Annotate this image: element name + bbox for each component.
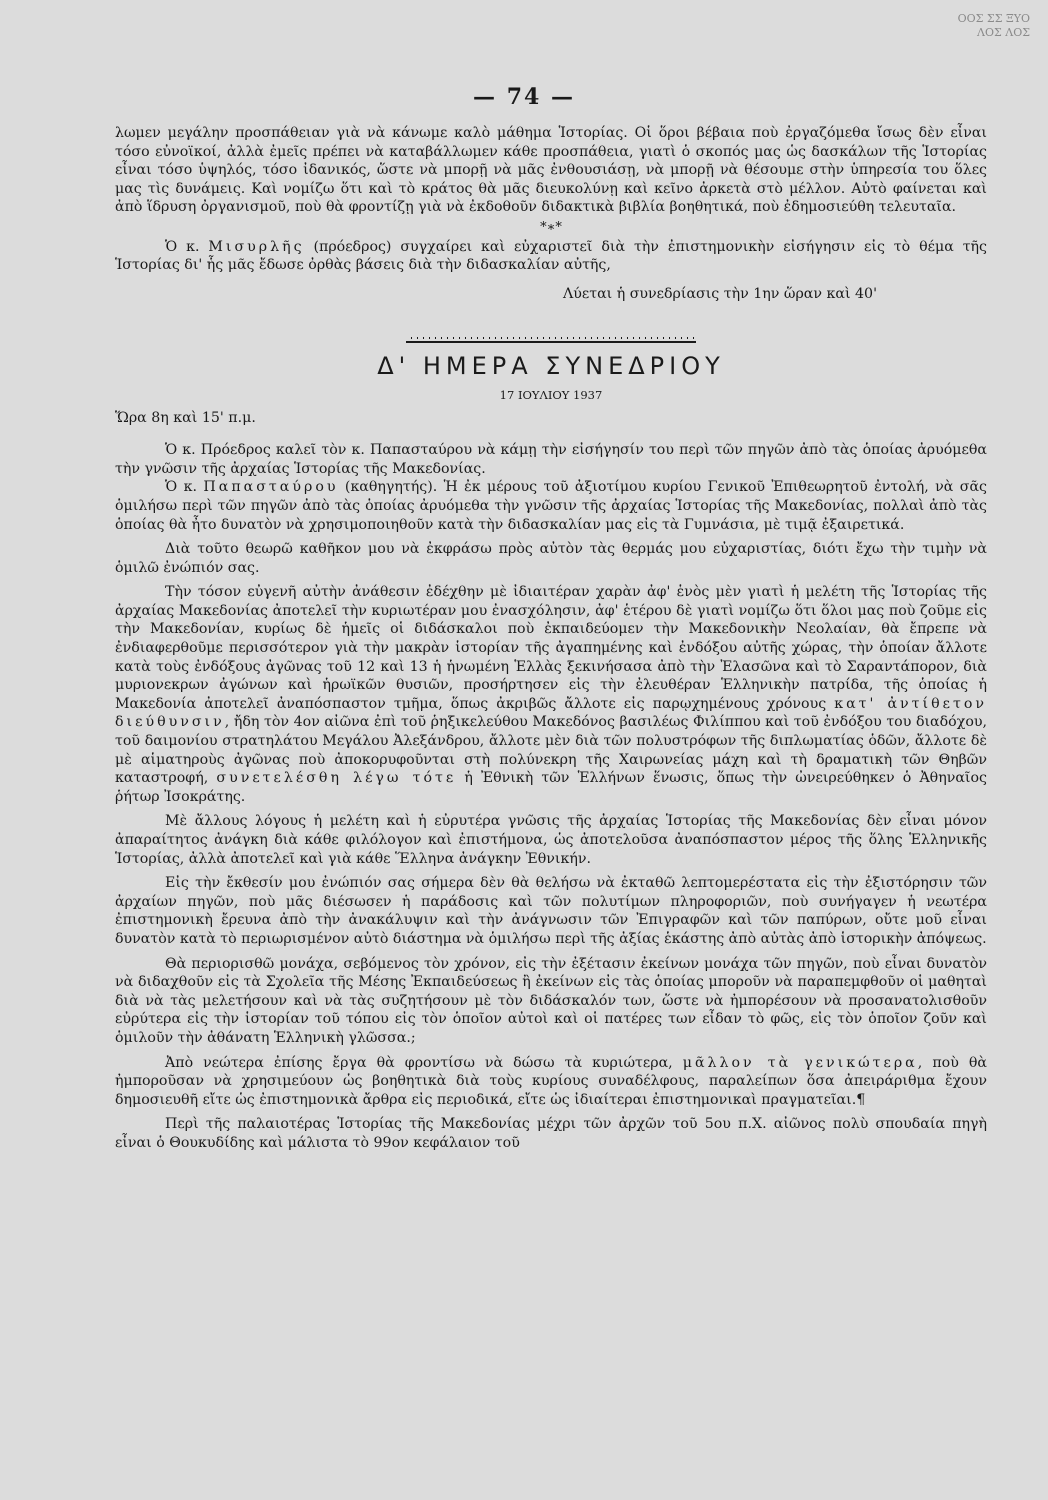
speaker-paragraph: [115, 478, 987, 534]
president-remarks: [115, 238, 987, 275]
paragraph-sources: Θὰ περιορισθῶ μονάχα, σεβόμενος τὸν χρόνον, εἰς τὴν ἐξέτασιν ἐκείνων μονάχα τῶν πηγῶν, ποὺ εἶναι δυνατὸν νὰ διδαχθοῦν εἰς τὰ Σχολεῖα τῆς Μέσης Ἐκπαιδεύσεως ἢ ἐκείνων εἰς τὰς ὁποίας μποροῦν νὰ παραπεμφθοῦν οἱ μαθηταὶ διὰ νὰ τὰς μελετήσουν καὶ νὰ τὰς συζητήσουν μὲ τὸν διδάσκαλόν των, ὥστε νὰ ἠμπορέσουν νὰ προσανατολισθοῦν εὐρύτερα εἰς τὴν ἱστορίαν τοῦ τόπου εἰς τὸν ὁποῖον αὐτοὶ καὶ οἱ πατέρες των εἶδαν τὸ φῶς, εἰς τὸν ὁποῖον ζοῦν καὶ ὁμιλοῦν τὴν ἀθάνατη Ἑλληνικὴ γλῶσσα.;: [115, 955, 987, 1046]
president-name: Μισυρλῆς: [208, 238, 305, 255]
paragraph-modern-works-spaced: μᾶλλον τὰ γενικώτερα: [682, 1054, 918, 1071]
section-date: 17 ΙΟΥΛΙΟΥ 1937: [499, 387, 603, 402]
corner-note-line-1: ΟΟΣ ΣΣ ΞΥΟ: [957, 12, 1030, 25]
wavy-divider: [406, 329, 696, 343]
speaker-name: Παπασταύρου: [203, 479, 339, 496]
paragraph-importance: Μὲ ἄλλους λόγους ἡ μελέτη καὶ ἡ εὐρυτέρα γνῶσις τῆς ἀρχαίας Ἱστορίας τῆς Μακεδονίας δὲν εἶναι μόνον ἀπαραίτητος ἀνάγκη διὰ κάθε φιλόλογον καὶ ἐπιστήμονα, ὡς ἀποτελοῦσα ἀναπόσπαστον μέρος τῆς ὅλης Ἑλληνικῆς Ἱστορίας, ἀλλὰ ἀποτελεῖ καὶ γιὰ κάθε Ἕλληνα ἀνάγκην Ἐθνικήν.: [115, 813, 987, 867]
paragraph-modern-works: [115, 1054, 987, 1110]
section-separator-stars: *∗*: [540, 219, 562, 235]
corner-pencil-note: [958, 12, 1030, 40]
page-number: — 74 —: [473, 84, 575, 110]
section-title: Δ' ΗΜΕΡΑ ΣΥΝΕΔΡΙΟΥ: [377, 352, 725, 381]
paragraph-assignment-part-1: Τὴν τόσον εὐγενῆ αὐτὴν ἀνάθεσιν ἐδέχθην μὲ ἰδιαιτέραν χαρὰν ἀφ' ἑνὸς μὲν γιατὶ ἡ μελέτη τῆς Ἱστορίας τῆς ἀρχαίας Μακεδονίας ἀποτελεῖ τὴν κυριωτέραν μου ἐνασχόλησιν, ἀφ' ἑτέρου δὲ γιατὶ νομίζω ὅτι ὅλοι μας ποὺ ζοῦμε εἰς τὴν Μακεδονίαν, κυρίως δὲ ἡμεῖς οἱ διδάσκαλοι ποὺ ἐκπαιδεύομεν τὴν Μακεδονικὴν Νεολαίαν, θὰ ἔπρεπε νὰ ἐνδιαφερθοῦμε περισσότερον γιὰ τὴν μακρὰν ἱστορίαν τῆς ἀγαπημένης καὶ ἐνδόξου αὐτῆς χώρας, τὴν ὁποίαν ἄλλοτε κατὰ τοὺς ἐνδόξους ἀγῶνας τοῦ 12 καὶ 13 ἡ ἡνωμένη Ἑλλὰς ξεκινήσασα ἀπὸ τὴν Ἐλασῶνα καὶ τὸ Σαραντάπορον, διὰ μυριονεκρων ἀγώνων καὶ ἡρωϊκῶν θυσιῶν, προσήρτησεν εἰς τὴν ἐλευθέραν Ἑλληνικὴν πατρίδα, τῆς ὁποίας ἡ Μακεδονία ἀποτελεῖ ἀναπόσπαστον τμῆμα, ὅπως ἀκριβῶς ἄλλοτε εἰς παρῳχημένους χρόνους: [115, 584, 987, 712]
speaker-text: Ἡ ἐκ μέρους τοῦ ἀξιοτίμου κυρίου Γενικοῦ Ἐπιθεωρητοῦ ἐντολή, νὰ σᾶς ὁμιλήσω περὶ τῶν πηγῶν ἀπὸ τὰς ὁποίας ἀρυόμεθα τὴν γνῶσιν τῆς ἀρχαίας Ἱστορίας τῆς Μακεδονίας, πολλαὶ ἀπὸ τὰς ὁποίας θὰ ἦτο δυνατὸν νὰ χρησιμοποιηθοῦν κατὰ τὴν διδασκαλίαν μας εἰς τὰ Γυμνάσια, μὲ τιμᾷ ἐξαιρετικά.: [115, 479, 987, 533]
paragraph-scope: Εἰς τὴν ἔκθεσίν μου ἐνώπιόν σας σήμερα δὲν θὰ θελήσω νὰ ἐκταθῶ λεπτομερέστατα εἰς τὴν ἐξιστόρησιν τῶν ἀρχαίων πηγῶν, ποὺ μᾶς διέσωσεν ἡ παράδοσις καὶ τῶν πολυτίμων πληροφοριῶν, ποὺ συνήγαγεν ἡ νεωτέρα ἐπιστημονικὴ ἔρευνα ἀπὸ τὴν ἀνακάλυψιν καὶ τὴν ἀνάγνωσιν τῶν Ἐπιγραφῶν καὶ τῶν παπύρων, οὔτε μοῦ εἶναι δυνατὸν κατὰ τὸ περιωρισμένον αὐτὸ διάστημα νὰ ὁμιλήσω περὶ τῆς ἀξίας ἑκάστης ἀπὸ αὐτὰς ἀπὸ ἱστορικὴν ἀπόψεως.: [115, 875, 987, 947]
speaker-role: (καθηγητής).: [338, 479, 444, 496]
paragraph-assignment-spaced-2: συνετελέσθη λέγω τότε: [216, 770, 457, 787]
paragraph-assignment-part-2: , ἤδη τὸν 4ον αἰῶνα ἐπὶ τοῦ ῥηξικελεύθου Μακεδόνος βασιλέως Φιλίππου καὶ τοῦ ἐνδόξου του διαδόχου, τοῦ δαιμονίου στρατηλάτου Μεγάλου Ἀλεξάνδρου, ἄλλοτε μὲν διὰ τῶν πολυστρόφων τῆς διπλωματίας ὁδῶν, ἄλλοτε δὲ μὲ αἱματηροὺς ἀγῶνας ποὺ ἀποκορυφοῦνται στὴ πολύνεκρη τῆς Χαιρωνείας μάχη καὶ τὴ δραματικὴ τῶν Θηβῶν καταστροφή,: [115, 714, 987, 787]
intro-paragraph: λωμεν μεγάλην προσπάθειαν γιὰ νὰ κάνωμε καλὸ μάθημα Ἱστορίας. Οἱ ὅροι βέβαια ποὺ ἐργαζόμεθα ἴσως δὲν εἶναι τόσο εὐνοϊκοί, ἀλλὰ ἐμεῖς πρέπει νὰ καταβάλλωμεν κάθε προσπάθεια, γιατὶ ὁ σκοπός μας ὡς δασκάλων τῆς Ἱστορίας εἶναι τόσο ὑψηλός, τόσο ἰδανικός, ὥστε νὰ μπορῇ νὰ μᾶς ἐνθουσιάσῃ, νὰ μπορῇ νὰ θέσουμε στὴν ὑπηρεσία του ὅλες μας τὶς δυνάμεις. Καὶ νομίζω ὅτι καὶ τὸ κράτος θὰ μᾶς διευκολύνῃ καὶ κεῖνο ἀρκετὰ στὸ μέλλον. Αὐτὸ φαίνεται καὶ ἀπὸ ἵδρυση ὀργανισμοῦ, ποὺ θὰ φροντίζῃ γιὰ νὰ ἐκδοθοῦν διδακτικὰ βιβλία βοηθητικά, ποὺ ἐδημοσιεύθη τελευταῖα.: [115, 125, 987, 216]
paragraph-assignment: [115, 583, 987, 806]
session-closing: Λύεται ἡ συνεδρίασις τὴν 1ην ὥραν καὶ 40': [563, 285, 877, 302]
corner-note-line-2: ΛΟΣ ΛΟΣ: [977, 26, 1030, 39]
paragraph-modern-works-part-1: Ἀπὸ νεώτερα ἐπίσης ἔργα θὰ φροντίσω νὰ δώσω τὰ κυριώτερα,: [165, 1054, 683, 1071]
section-time: Ὥρα 8η καὶ 15' π.μ.: [115, 409, 256, 426]
president-text: (πρόεδρος) συγχαίρει καὶ εὐχαριστεῖ διὰ τὴν ἐπιστημονικὴν εἰσήγησιν εἰς τὸ θέμα τῆς Ἱστορίας δι' ἧς μᾶς ἔδωσε ὀρθὰς βάσεις διὰ τὴν διδασκαλίαν αὐτῆς,: [115, 238, 987, 274]
document-body: [115, 124, 987, 1153]
paragraph-assignment-spaced-1: κατ' ἀντίθετον διεύθυνσιν: [115, 695, 988, 731]
president-prefix: Ὁ κ.: [165, 238, 209, 255]
paragraph-thanks: Διὰ τοῦτο θεωρῶ καθῆκον μου νὰ ἐκφράσω πρὸς αὐτὸν τὰς θερμάς μου εὐχαριστίας, διότι ἔχω τὴν τιμὴν νὰ ὁμιλῶ ἐνώπιόν σας.: [115, 541, 987, 576]
paragraph-modern-works-part-2: , ποὺ θὰ ἠμποροῦσαν νὰ χρησιμεύουν ὡς βοηθητικὰ διὰ τοὺς κυρίους συναδέλφους, παραλείπων ὅσα ἀπειράριθμα ἔχουν δημοσιευθῆ εἴτε ὡς ἐπιστημονικὰ ἄρθρα εἰς περιοδικά, εἴτε ὡς ἰδιαίτεραι ἐπιστημονικαὶ πραγματεῖαι.¶: [115, 1054, 987, 1108]
paragraph-assignment-part-3: ἡ Ἐθνικὴ τῶν Ἑλλήνων ἕνωσις, ὅπως τὴν ὠνειρεύθηκεν ὁ Ἀθηναῖος ῥήτωρ Ἰσοκράτης.: [115, 770, 987, 805]
chair-call-paragraph: Ὁ κ. Πρόεδρος καλεῖ τὸν κ. Παπασταύρου νὰ κάμῃ τὴν εἰσήγησίν του περὶ τῶν πηγῶν ἀπὸ τὰς ὁποίας ἀρυόμεθα τὴν γνῶσιν τῆς ἀρχαίας Ἱστορίας τῆς Μακεδονίας.: [115, 442, 987, 477]
paragraph-thucydides: Περὶ τῆς παλαιοτέρας Ἱστορίας τῆς Μακεδονίας μέχρι τῶν ἀρχῶν τοῦ 5ου π.Χ. αἰῶνος πολὺ σπουδαία πηγὴ εἶναι ὁ Θουκυδίδης καὶ μάλιστα τὸ 99ον κεφάλαιον τοῦ: [115, 1116, 987, 1151]
speaker-prefix: Ὁ κ.: [165, 479, 204, 496]
